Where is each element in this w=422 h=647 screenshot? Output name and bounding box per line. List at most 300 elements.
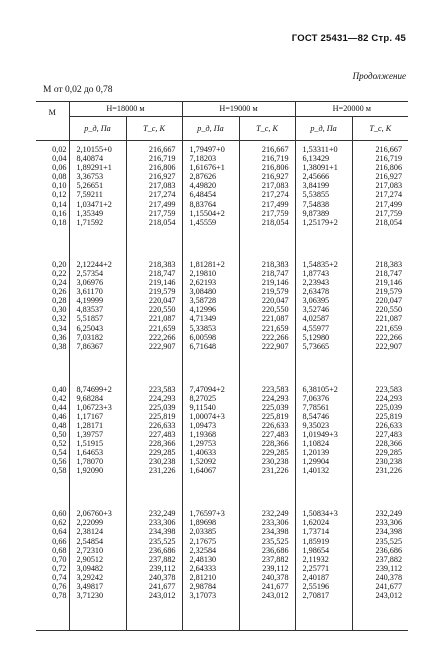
spacer-cell <box>36 483 69 505</box>
pressure-cell-group-1 <box>182 141 239 234</box>
spacer-cell <box>69 483 126 505</box>
table-value: 216,667 <box>261 145 289 154</box>
table-value: 2,57354 <box>76 268 104 278</box>
table-value: 0,38 <box>52 341 67 351</box>
table-value: 6,13429 <box>302 154 330 164</box>
pressure-cell-group-3 <box>182 381 239 484</box>
table-value: 237,882 <box>375 554 403 564</box>
table-value: 241,677 <box>375 582 403 592</box>
table-value: 222,266 <box>148 332 176 342</box>
table-value: 0,58 <box>52 466 67 476</box>
table-value: 2,12244+2 <box>76 259 112 269</box>
table-value: 232,249 <box>375 509 403 519</box>
spacer-cell <box>126 608 182 631</box>
table-value: 225,819 <box>261 411 289 421</box>
pressure-cell-group-4 <box>69 505 126 608</box>
table-value: 1,45559 <box>189 217 217 227</box>
table-value: 220,550 <box>375 305 403 315</box>
table-value: 0,16 <box>52 208 67 218</box>
table-value: 220,550 <box>261 305 289 315</box>
table-row-spacer <box>36 359 408 381</box>
table-value: 216,927 <box>261 172 289 182</box>
atmosphere-table <box>36 101 408 631</box>
table-row-group <box>36 505 408 608</box>
column-header-mach: М <box>36 102 69 141</box>
table-value: 237,882 <box>261 554 289 564</box>
table-value: 2,45666 <box>302 172 330 182</box>
table-value: 0,12 <box>52 190 67 200</box>
spacer-cell <box>182 608 239 631</box>
table-value: 9,35023 <box>302 420 330 430</box>
table-value: 217,083 <box>148 181 176 191</box>
spacer-cell <box>36 234 69 256</box>
table-value: 239,112 <box>375 563 403 573</box>
temperature-cell-group-1 <box>126 141 182 234</box>
table-value: 233,306 <box>375 518 403 528</box>
table-value: 2,98784 <box>189 582 217 592</box>
temperature-cell-group-1 <box>352 141 408 234</box>
table-value: 0,14 <box>52 199 67 209</box>
table-value: 1,71592 <box>76 217 104 227</box>
table-value: 221,087 <box>261 314 289 324</box>
table-value: 231,226 <box>375 466 403 476</box>
table-value: 219,579 <box>375 287 403 297</box>
table-value: 217,759 <box>148 208 176 218</box>
table-value: 2,81210 <box>189 572 217 582</box>
table-value: 2,54854 <box>76 536 104 546</box>
table-value: 232,249 <box>148 509 176 519</box>
table-value: 1,10824 <box>302 439 330 449</box>
table-value: 227,483 <box>261 430 289 440</box>
table-value: 222,266 <box>261 332 289 342</box>
altitude-header-18000: H=18000 м <box>69 102 182 117</box>
table-value: 0,34 <box>52 323 67 333</box>
table-value: 236,686 <box>148 545 176 555</box>
spacer-cell <box>239 359 295 381</box>
table-value: 1,52092 <box>189 457 217 467</box>
table-value: 1,87743 <box>302 268 330 278</box>
table-value: 234,398 <box>261 527 289 537</box>
table-value: 2,10155+0 <box>76 145 112 154</box>
table-value: 217,274 <box>261 190 289 200</box>
spacer-cell <box>69 608 126 631</box>
table-value: 219,146 <box>261 278 289 288</box>
temperature-cell-group-4 <box>239 505 295 608</box>
continuation-label: Продолжение <box>352 71 406 81</box>
table-value: 6,48454 <box>189 190 217 200</box>
table-value: 1,61676+1 <box>189 163 225 173</box>
table-value: 1,76597+3 <box>189 509 225 519</box>
table-value: 220,047 <box>148 296 176 306</box>
table-value: 0,36 <box>52 332 67 342</box>
table-value: 8,54746 <box>302 411 330 421</box>
pressure-cell-group-2 <box>69 256 126 359</box>
spacer-cell <box>352 359 408 381</box>
table-value: 236,686 <box>375 545 403 555</box>
table-value: 233,306 <box>148 518 176 528</box>
table-value: 225,039 <box>261 402 289 412</box>
table-value: 0,62 <box>52 518 67 528</box>
temperature-cell-group-2 <box>126 256 182 359</box>
table-value: 223,583 <box>261 384 289 394</box>
column-header-pressure: р_д, Па <box>69 117 126 141</box>
table-value: 6,00598 <box>189 332 217 342</box>
table-range-caption: М от 0,02 до 0,78 <box>43 85 113 95</box>
table-value: 221,659 <box>375 323 403 333</box>
table-value: 1,09473 <box>189 420 217 430</box>
table-value: 3,49817 <box>76 582 104 592</box>
table-value: 2,03385 <box>189 527 217 537</box>
table-value: 0,30 <box>52 305 67 315</box>
table-value: 223,583 <box>375 384 403 394</box>
table-value: 1,85919 <box>302 536 330 546</box>
table-value: 225,039 <box>148 402 176 412</box>
table-value: 0,48 <box>52 420 67 430</box>
pressure-cell-group-1 <box>69 141 126 234</box>
table-value: 234,398 <box>375 527 403 537</box>
table-value: 0,04 <box>52 154 67 164</box>
table-value: 216,719 <box>261 154 289 164</box>
table-value: 236,686 <box>261 545 289 555</box>
temperature-cell-group-2 <box>239 256 295 359</box>
table-value: 1,03471+2 <box>76 199 112 209</box>
table-value: 225,819 <box>148 411 176 421</box>
table-value: 7,59211 <box>76 190 103 200</box>
table-value: 218,054 <box>261 217 289 227</box>
table-value: 0,28 <box>52 296 67 306</box>
pressure-cell-group-2 <box>295 256 352 359</box>
table-value: 2,62193 <box>189 278 217 288</box>
table-value: 9,87389 <box>302 208 330 218</box>
table-value: 8,40874 <box>76 154 104 164</box>
table-value: 0,24 <box>52 278 67 288</box>
table-value: 5,51857 <box>76 314 104 324</box>
table-value: 216,806 <box>375 163 403 173</box>
spacer-cell <box>182 359 239 381</box>
table-value: 1,79497+0 <box>189 145 225 154</box>
table-value: 2,23943 <box>302 278 330 288</box>
table-value: 0,64 <box>52 527 67 537</box>
spacer-cell <box>352 234 408 256</box>
table-value: 0,60 <box>52 509 67 519</box>
table-value: 3,17073 <box>189 591 217 601</box>
table-value: 0,52 <box>52 439 67 449</box>
table-value: 216,927 <box>375 172 403 182</box>
table-value: 2,63478 <box>302 287 330 297</box>
table-value: 231,226 <box>148 466 176 476</box>
pressure-cell-group-3 <box>69 381 126 484</box>
table-value: 230,238 <box>148 457 176 467</box>
table-value: 243,012 <box>148 591 176 601</box>
table-value: 219,579 <box>148 287 176 297</box>
table-value: 3,06976 <box>76 278 104 288</box>
spacer-cell <box>239 608 295 631</box>
table-value: 240,378 <box>261 572 289 582</box>
table-value: 1,17167 <box>76 411 104 421</box>
table-value: 217,499 <box>148 199 176 209</box>
table-value: 2,64333 <box>189 563 217 573</box>
table-value: 225,819 <box>375 411 403 421</box>
table-value: 217,083 <box>375 181 403 191</box>
table-value: 4,02587 <box>302 314 330 324</box>
table-value: 217,759 <box>375 208 403 218</box>
table-value: 224,293 <box>148 393 176 403</box>
table-value: 8,74699+2 <box>76 384 112 394</box>
table-value: 7,18203 <box>189 154 217 164</box>
table-value: 237,882 <box>148 554 176 564</box>
table-value: 5,53855 <box>302 190 330 200</box>
mach-cell-group-3 <box>36 381 69 484</box>
table-value: 218,054 <box>148 217 176 227</box>
table-value: 241,677 <box>148 582 176 592</box>
table-value: 0,56 <box>52 457 67 467</box>
spacer-cell <box>295 359 352 381</box>
table-value: 229,285 <box>148 448 176 458</box>
table-value: 0,70 <box>52 554 67 564</box>
mach-cell-group-1 <box>36 141 69 234</box>
table-value: 218,383 <box>148 259 176 269</box>
table-value: 222,907 <box>261 341 289 351</box>
column-header-temperature: T_с, К <box>352 117 408 141</box>
table-value: 218,747 <box>261 268 289 278</box>
table-value: 0,66 <box>52 536 67 546</box>
table-row-group <box>36 256 408 359</box>
table-value: 8,27025 <box>189 393 217 403</box>
table-value: 1,73714 <box>302 527 330 537</box>
table-value: 230,238 <box>261 457 289 467</box>
table-value: 6,38105+2 <box>302 384 338 394</box>
table-value: 3,06395 <box>302 296 330 306</box>
table-value: 2,90512 <box>76 554 104 564</box>
table-value: 222,266 <box>375 332 403 342</box>
table-value: 0,20 <box>52 259 67 269</box>
table-value: 241,677 <box>261 582 289 592</box>
table-value: 219,146 <box>148 278 176 288</box>
table-value: 0,42 <box>52 393 67 403</box>
table-value: 1,54835+2 <box>302 259 338 269</box>
table-value: 1,06723+3 <box>76 402 112 412</box>
table-value: 7,54838 <box>302 199 330 209</box>
table-value: 2,25771 <box>302 563 330 573</box>
table-value: 3,09482 <box>76 563 104 573</box>
pressure-cell-group-2 <box>182 256 239 359</box>
table-value: 1,50834+3 <box>302 509 338 519</box>
table-value: 7,86367 <box>76 341 104 351</box>
table-value: 216,667 <box>148 145 176 154</box>
table-value: 0,02 <box>52 145 67 154</box>
table-value: 1,20139 <box>302 448 330 458</box>
table-row-spacer <box>36 608 408 631</box>
table-value: 3,08480 <box>189 287 217 297</box>
table-value: 1,78070 <box>76 457 104 467</box>
table-value: 1,25179+2 <box>302 217 338 227</box>
spacer-cell <box>295 234 352 256</box>
table-value: 0,18 <box>52 217 67 227</box>
table-value: 230,238 <box>375 457 403 467</box>
column-header-temperature: T_с, К <box>239 117 295 141</box>
table-value: 8,83764 <box>189 199 217 209</box>
table-value: 217,499 <box>375 199 403 209</box>
table-value: 6,71648 <box>189 341 217 351</box>
table-value: 2,55196 <box>302 582 330 592</box>
spacer-cell <box>36 359 69 381</box>
table-value: 216,806 <box>261 163 289 173</box>
table-value: 5,26651 <box>76 181 104 191</box>
table-value: 235,525 <box>148 536 176 546</box>
table-value: 216,667 <box>375 145 403 154</box>
table-value: 217,274 <box>148 190 176 200</box>
table-value: 3,71230 <box>76 591 104 601</box>
table-value: 1,39757 <box>76 430 104 440</box>
table-value: 1,00074+3 <box>189 411 225 421</box>
table-value: 3,84199 <box>302 181 330 191</box>
table-value: 226,633 <box>375 420 403 430</box>
table-value: 2,70817 <box>302 591 330 601</box>
table-value: 0,68 <box>52 545 67 555</box>
mach-cell-group-2 <box>36 256 69 359</box>
table-value: 221,659 <box>148 323 176 333</box>
table-value: 1,01949+3 <box>302 430 338 440</box>
table-value: 1,89698 <box>189 518 217 528</box>
table-value: 5,12980 <box>302 332 330 342</box>
table-value: 0,78 <box>52 591 67 601</box>
table-value: 0,22 <box>52 268 67 278</box>
table-value: 228,366 <box>261 439 289 449</box>
table-value: 217,499 <box>261 199 289 209</box>
table-value: 243,012 <box>261 591 289 601</box>
table-value: 4,83537 <box>76 305 104 315</box>
table-value: 218,747 <box>148 268 176 278</box>
table-row-group <box>36 141 408 234</box>
table-row-spacer <box>36 483 408 505</box>
table-value: 4,12996 <box>189 305 217 315</box>
table-value: 1,62024 <box>302 518 330 528</box>
table-value: 216,927 <box>148 172 176 182</box>
pressure-cell-group-4 <box>295 505 352 608</box>
table-value: 216,719 <box>375 154 403 164</box>
table-value: 240,378 <box>148 572 176 582</box>
spacer-cell <box>126 359 182 381</box>
table-value: 234,398 <box>148 527 176 537</box>
table-value: 1,38091+1 <box>302 163 338 173</box>
table-value: 2,40187 <box>302 572 330 582</box>
table-value: 220,047 <box>261 296 289 306</box>
table-value: 1,98654 <box>302 545 330 555</box>
table-value: 2,87626 <box>189 172 217 182</box>
table-value: 7,47094+2 <box>189 384 225 394</box>
table-value: 1,64067 <box>189 466 217 476</box>
table-value: 2,32584 <box>189 545 217 555</box>
spacer-cell <box>352 483 408 505</box>
table-value: 217,274 <box>375 190 403 200</box>
table-value: 1,28171 <box>76 420 104 430</box>
spacer-cell <box>69 234 126 256</box>
table-value: 4,55977 <box>302 323 330 333</box>
table-row-group <box>36 381 408 484</box>
table-value: 2,11932 <box>302 554 329 564</box>
page-header: ГОСТ 25431—82 Стр. 45 <box>291 33 406 44</box>
table-value: 2,19810 <box>189 268 217 278</box>
temperature-cell-group-3 <box>126 381 182 484</box>
table-value: 1,64653 <box>76 448 104 458</box>
spacer-cell <box>69 359 126 381</box>
table-value: 1,15504+2 <box>189 208 225 218</box>
table-value: 216,806 <box>148 163 176 173</box>
table-value: 220,550 <box>148 305 176 315</box>
table-value: 1,29753 <box>189 439 217 449</box>
table-value: 231,226 <box>261 466 289 476</box>
table-value: 222,907 <box>375 341 403 351</box>
table-value: 239,112 <box>262 563 289 573</box>
table-value: 1,89291+1 <box>76 163 112 173</box>
table-value: 239,112 <box>149 563 176 573</box>
table-value: 235,525 <box>375 536 403 546</box>
table-value: 0,08 <box>52 172 67 182</box>
altitude-header-20000: H=20000 м <box>295 102 408 117</box>
spacer-cell <box>126 234 182 256</box>
table-value: 1,51915 <box>76 439 104 449</box>
table-value: 0,54 <box>52 448 67 458</box>
table-value: 225,039 <box>375 402 403 412</box>
table-value: 1,40132 <box>302 466 330 476</box>
table-value: 0,72 <box>52 563 67 573</box>
spacer-cell <box>239 234 295 256</box>
table-value: 7,03182 <box>76 332 104 342</box>
spacer-cell <box>126 483 182 505</box>
spacer-cell <box>182 234 239 256</box>
table-value: 217,083 <box>261 181 289 191</box>
table-value: 227,483 <box>375 430 403 440</box>
pressure-cell-group-4 <box>182 505 239 608</box>
table-body <box>36 141 408 631</box>
table-value: 4,19999 <box>76 296 104 306</box>
spacer-cell <box>352 608 408 631</box>
table-value: 221,087 <box>148 314 176 324</box>
table-value: 217,759 <box>261 208 289 218</box>
spacer-cell <box>36 608 69 631</box>
table-value: 0,74 <box>52 572 67 582</box>
table-value: 2,17675 <box>189 536 217 546</box>
table-value: 222,907 <box>148 341 176 351</box>
table-value: 3,58728 <box>189 296 217 306</box>
table-value: 218,054 <box>375 217 403 227</box>
table-value: 219,579 <box>261 287 289 297</box>
temperature-cell-group-3 <box>352 381 408 484</box>
table-value: 9,68284 <box>76 393 104 403</box>
table-value: 3,61170 <box>76 287 103 297</box>
table-value: 3,52746 <box>302 305 330 315</box>
spacer-cell <box>182 483 239 505</box>
table-value: 2,72310 <box>76 545 104 555</box>
table-value: 4,71349 <box>189 314 217 324</box>
table-value: 2,06760+3 <box>76 509 112 519</box>
table-value: 233,306 <box>261 518 289 528</box>
table-value: 4,49820 <box>189 181 217 191</box>
table-value: 240,378 <box>375 572 403 582</box>
table-value: 2,22099 <box>76 518 104 528</box>
table-value: 226,633 <box>261 420 289 430</box>
table-value: 2,48130 <box>189 554 217 564</box>
table-value: 218,747 <box>375 268 403 278</box>
table-value: 0,10 <box>52 181 67 191</box>
table-value: 220,047 <box>375 296 403 306</box>
temperature-cell-group-3 <box>239 381 295 484</box>
table-value: 1,53311+0 <box>302 145 338 154</box>
temperature-cell-group-4 <box>352 505 408 608</box>
table-value: 216,719 <box>148 154 176 164</box>
table-value: 0,50 <box>52 430 67 440</box>
column-header-pressure: р_д, Па <box>182 117 239 141</box>
